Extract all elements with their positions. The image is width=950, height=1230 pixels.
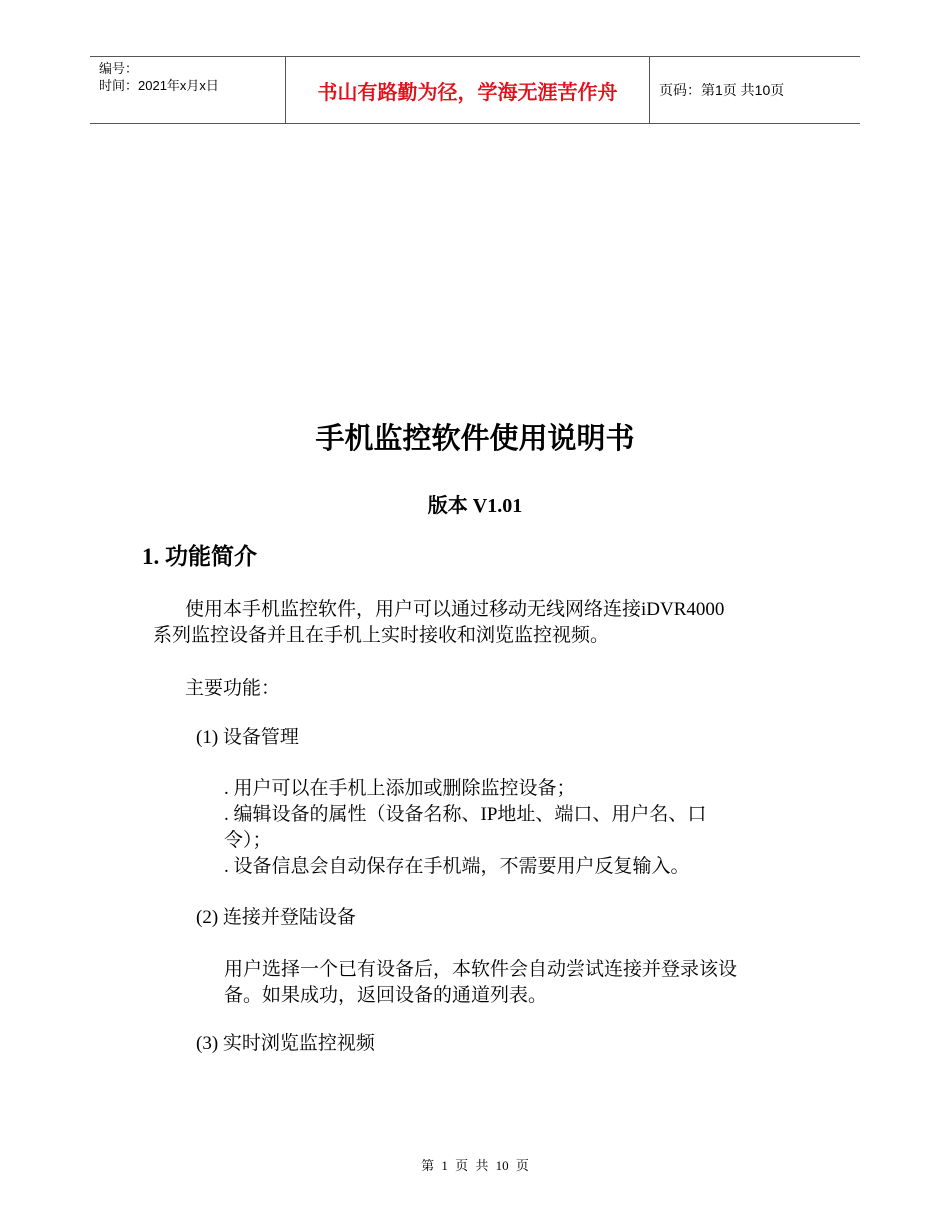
item-1-bullet-2-line-2: 令）； [224,830,272,851]
item-2-text-line-1: 用户选择一个已有设备后，本软件会自动尝试连接并登录该设 [224,959,738,980]
document-number-label: 编号： [99,61,139,76]
main-functions-label: 主要功能： [185,678,281,699]
document-version: 版本 V1.01 [427,495,523,517]
page-header [90,56,860,124]
header-motto: 书山有路勤为径，学海无涯苦作舟 [286,57,650,123]
header-page-info: 页码：第1页 共10页 [659,82,785,98]
document-title: 手机监控软件使用说明书 [315,421,635,455]
section-number: 1. [142,544,160,569]
item-3-heading: (3) 实时浏览监控视频 [196,1033,375,1054]
item-1-bullet-2-line-1: . 编辑设备的属性（设备名称、IP地址、端口、用户名、口 [224,804,707,825]
item-1-bullet-3: . 设备信息会自动保存在手机端，不需要用户反复输入。 [224,856,690,877]
intro-paragraph-line-2: 系列监控设备并且在手机上实时接收和浏览监控视频。 [153,625,610,646]
item-1-bullet-1: . 用户可以在手机上添加或删除监控设备； [224,778,576,799]
document-date-label: 时间：2021年x月x日 [99,78,219,93]
intro-paragraph-line-1: 使用本手机监控软件，用户可以通过移动无线网络连接iDVR4000 [185,599,725,620]
page-footer: 第 1 页 共 10 页 [421,1158,529,1173]
item-2-text-line-2: 备。如果成功，返回设备的通道列表。 [224,985,548,1006]
header-meta [90,57,286,123]
item-1-heading: (1) 设备管理 [196,727,299,748]
item-2-heading: (2) 连接并登陆设备 [196,907,356,928]
section-label: 功能简介 [165,544,257,570]
section-heading-1 [142,538,257,571]
